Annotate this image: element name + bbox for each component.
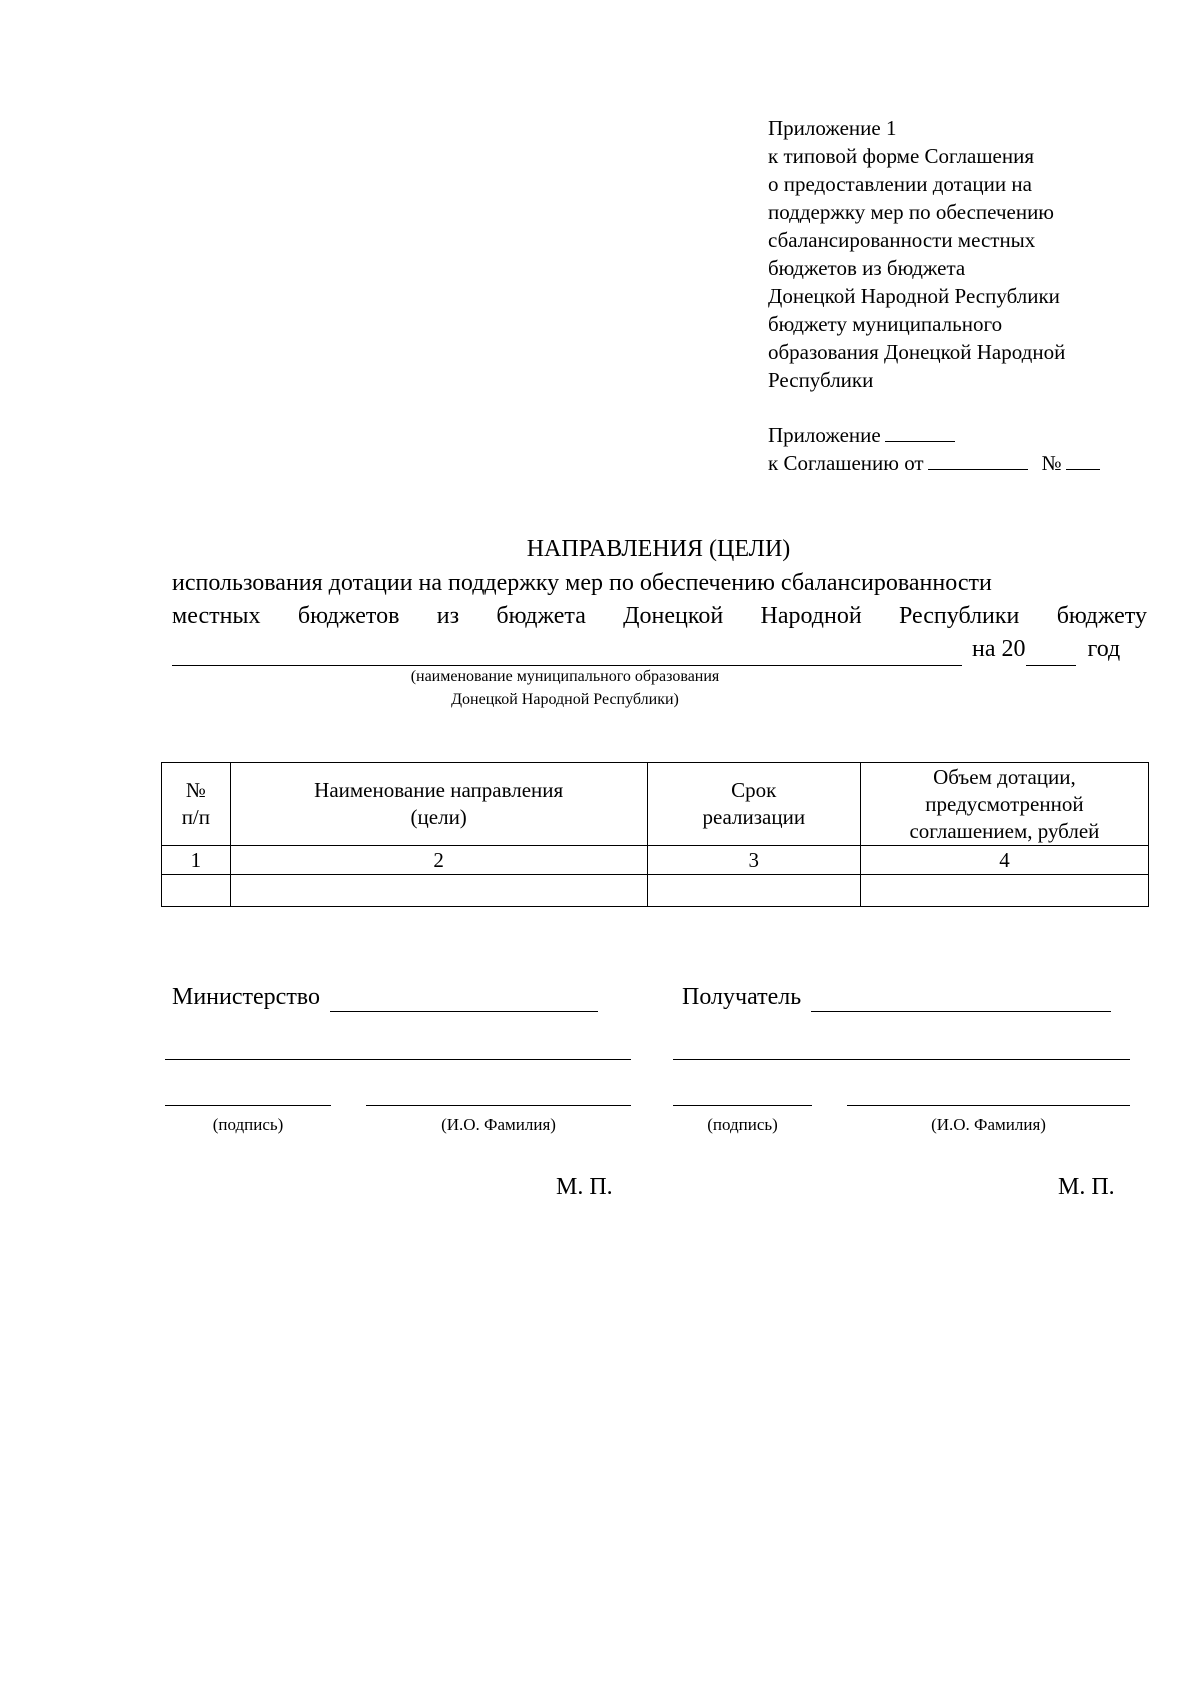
agreement-date-label: к Соглашению от	[768, 451, 924, 475]
appendix-line: Приложение 1	[768, 116, 897, 140]
header-line: предусмотренной	[925, 791, 1084, 816]
subtitle-word: Народной	[760, 603, 862, 629]
ministry-stamp-place: М. П.	[556, 1174, 613, 1200]
ministry-name-blank[interactable]	[330, 985, 598, 1012]
appendix-number-blank[interactable]	[885, 421, 955, 442]
recipient-stamp-place: М. П.	[1058, 1174, 1115, 1200]
municipality-name-blank[interactable]	[172, 639, 962, 666]
appendix-line: Республики	[768, 368, 874, 392]
recipient-signature-caption: (подпись)	[707, 1115, 778, 1134]
header-line: Срок	[731, 778, 777, 802]
appendix-line: сбалансированности местных	[768, 228, 1036, 252]
header-term	[647, 763, 860, 846]
directions-table	[161, 762, 1149, 907]
appendix-line: образования Донецкой Народной	[768, 340, 1066, 364]
header-direction-name	[230, 763, 647, 846]
number-sign: №	[1041, 451, 1062, 475]
year-prefix: на 20	[972, 636, 1026, 662]
appendix-line: к типовой форме Соглашения	[768, 144, 1034, 168]
recipient-label-text: Получатель	[682, 984, 802, 1010]
header-line: (цели)	[410, 805, 467, 829]
header-line: №	[185, 778, 206, 802]
subtitle-word: бюджету	[1056, 603, 1147, 629]
municipality-caption	[300, 665, 830, 711]
numbering-cell: 3	[647, 846, 860, 875]
numbering-cell: 4	[860, 846, 1148, 875]
header-number	[162, 763, 231, 846]
header-line: соглашением, рублей	[909, 818, 1100, 843]
agreement-number-blank[interactable]	[1066, 449, 1100, 470]
subtitle-word: бюджета	[496, 603, 586, 629]
year-blank[interactable]	[1026, 643, 1076, 666]
agreement-reference	[768, 421, 1188, 477]
appendix-line: поддержку мер по обеспечению	[768, 200, 1054, 224]
caption-line: (наименование муниципального образования	[410, 668, 720, 685]
agreement-date-line	[768, 449, 1188, 477]
recipient-position-line[interactable]	[673, 1059, 1130, 1060]
appendix-number-label: Приложение	[768, 423, 881, 447]
recipient-signature-line[interactable]	[673, 1105, 812, 1106]
empty-cell[interactable]	[162, 875, 231, 907]
subtitle-word: местных	[172, 603, 261, 629]
municipality-year-line	[172, 633, 1147, 666]
appendix-line: бюджетов из бюджета	[768, 256, 966, 280]
year-suffix: год	[1087, 636, 1121, 662]
ministry-fullname-line[interactable]	[366, 1105, 631, 1106]
recipient-name-blank[interactable]	[811, 985, 1111, 1012]
table-header-row	[162, 763, 1149, 846]
header-subsidy-volume	[860, 763, 1148, 846]
appendix-number-line	[768, 421, 1188, 449]
appendix-header	[768, 114, 1168, 394]
recipient-fullname-line[interactable]	[847, 1105, 1130, 1106]
appendix-line: Донецкой Народной Республики	[768, 284, 1060, 308]
empty-cell[interactable]	[230, 875, 647, 907]
empty-cell[interactable]	[860, 875, 1148, 907]
subtitle-word: бюджетов	[297, 603, 400, 629]
header-line: Наименование направления	[314, 778, 564, 802]
recipient-name-caption: (И.О. Фамилия)	[931, 1115, 1046, 1134]
subtitle-line-justified	[172, 600, 1147, 633]
numbering-cell: 2	[230, 846, 647, 875]
subtitle-line: использования дотации на поддержку мер по обеспечению сбалансированности	[172, 570, 992, 596]
empty-cell[interactable]	[647, 875, 860, 907]
header-line: реализации	[702, 805, 806, 829]
header-line: п/п	[181, 805, 210, 829]
table-row	[162, 875, 1149, 907]
header-line: Объем дотации,	[933, 764, 1076, 789]
ministry-signature-line[interactable]	[165, 1105, 331, 1106]
ministry-name-caption: (И.О. Фамилия)	[441, 1115, 556, 1134]
subtitle-word: Донецкой	[623, 603, 724, 629]
ministry-signature-caption: (подпись)	[212, 1115, 284, 1134]
table-numbering-row	[162, 846, 1149, 875]
ministry-position-line[interactable]	[165, 1059, 631, 1060]
caption-line: Донецкой Народной Республики)	[451, 691, 679, 708]
subtitle-word: Республики	[899, 603, 1020, 629]
document-title: НАПРАВЛЕНИЯ (ЦЕЛИ)	[526, 536, 791, 562]
appendix-line: бюджету муниципального	[768, 312, 1003, 336]
subtitle-word: из	[436, 603, 460, 629]
ministry-label-text: Министерство	[172, 984, 320, 1010]
ministry-signature-label	[172, 982, 598, 1012]
document-subtitle	[172, 567, 1147, 666]
appendix-line: о предоставлении дотации на	[768, 172, 1032, 196]
numbering-cell: 1	[162, 846, 231, 875]
agreement-date-blank[interactable]	[928, 449, 1028, 470]
recipient-signature-label	[682, 982, 1111, 1012]
